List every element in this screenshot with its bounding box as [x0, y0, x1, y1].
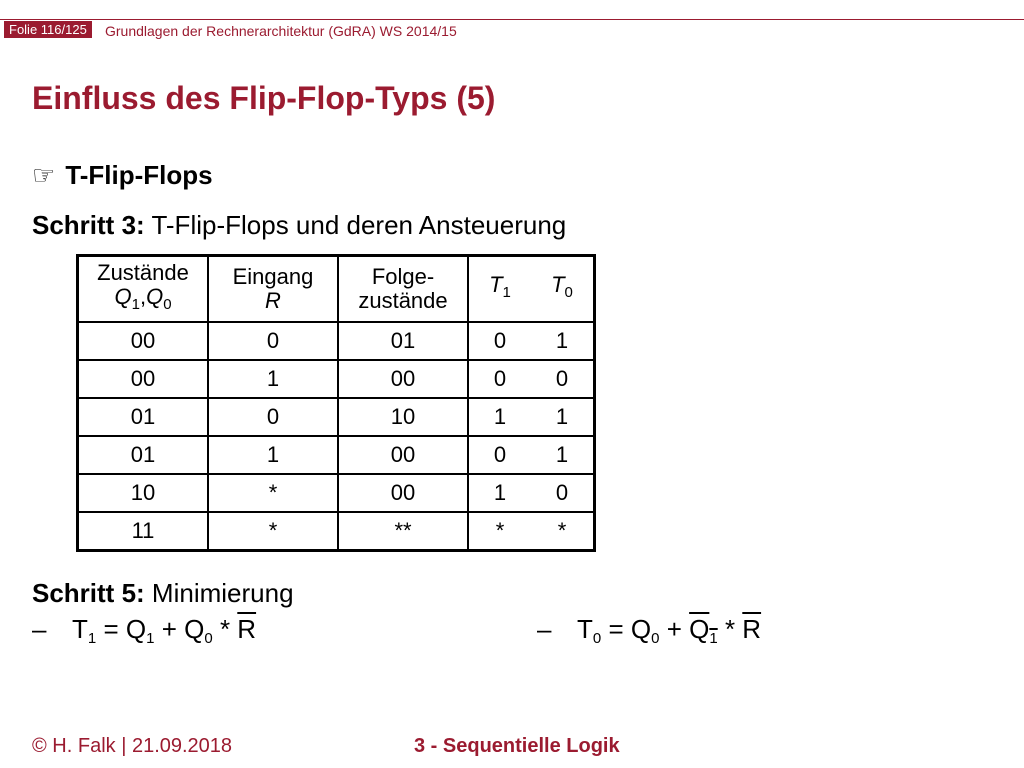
cell-t0: 1 — [531, 398, 595, 436]
cell-t1: 0 — [468, 360, 531, 398]
cell-state: 00 — [78, 360, 209, 398]
cell-input: 1 — [208, 360, 338, 398]
cell-state: 01 — [78, 398, 209, 436]
state-table — [76, 254, 596, 552]
cell-t1: 1 — [468, 474, 531, 512]
footer-author-date: © H. Falk | 21.09.2018 — [32, 735, 233, 757]
cell-state: 11 — [78, 512, 209, 551]
cell-next-state: 00 — [338, 360, 468, 398]
cell-next-state: 00 — [338, 436, 468, 474]
step-5-text: Minimierung — [151, 578, 294, 608]
cell-next-state: 10 — [338, 398, 468, 436]
cell-t0: 1 — [531, 322, 595, 360]
header-input: Eingang R — [208, 256, 338, 323]
cell-t1: 1 — [468, 398, 531, 436]
cell-t1: * — [468, 512, 531, 551]
table-row — [78, 360, 595, 398]
cell-input: 0 — [208, 398, 338, 436]
table-row — [78, 322, 595, 360]
table-row — [78, 436, 595, 474]
cell-input: 0 — [208, 322, 338, 360]
cell-input: * — [208, 512, 338, 551]
r-negated: $\overline{R}$ — [742, 614, 762, 644]
cell-next-state: 00 — [338, 474, 468, 512]
cell-t1: 0 — [468, 322, 531, 360]
bullet-text: T-Flip-Flops — [65, 160, 213, 190]
table-row — [78, 474, 595, 512]
formula-t0: – $T_0 = Q_0 + Q_1 * \overline{R}$ — [537, 614, 762, 647]
header-t1: $T_1$ — [468, 256, 531, 323]
step-5 — [32, 578, 294, 609]
cell-t0: 1 — [531, 436, 595, 474]
dash-bullet: – — [32, 614, 47, 644]
header-states: Zustände $Q_1,Q_0$ — [78, 256, 209, 323]
cell-state: 01 — [78, 436, 209, 474]
formula-t1: – $T_1 = Q_1 + Q_0 * \overline{R}$ — [32, 614, 257, 647]
cell-t0: 0 — [531, 360, 595, 398]
table-row — [78, 512, 595, 551]
table-header-row — [78, 256, 595, 323]
step-5-label: Schritt 5: — [32, 578, 145, 608]
cell-t1: 0 — [468, 436, 531, 474]
step-3 — [32, 210, 566, 241]
cell-t0: 0 — [531, 474, 595, 512]
bullet-t-flip-flops — [32, 160, 213, 191]
q1-negated: $Q_1$ — [689, 614, 718, 647]
dash-bullet: – — [537, 614, 552, 644]
cell-input: 1 — [208, 436, 338, 474]
header-t0: $T_0$ — [531, 256, 595, 323]
step-3-label: Schritt 3: — [32, 210, 145, 240]
footer-chapter: 3 - Sequentielle Logik — [414, 735, 620, 757]
cell-t0: * — [531, 512, 595, 551]
header-rule — [0, 19, 1024, 20]
pointing-hand-icon: ☞ — [32, 160, 56, 190]
cell-state: 00 — [78, 322, 209, 360]
cell-next-state: 01 — [338, 322, 468, 360]
slide-title: Einfluss des Flip-Flop-Typs (5) — [32, 80, 496, 116]
cell-next-state: ** — [338, 512, 468, 551]
cell-input: * — [208, 474, 338, 512]
step-3-text: T-Flip-Flops und deren Ansteuerung — [151, 210, 567, 240]
course-title: Grundlagen der Rechnerarchitektur (GdRA) WS 2014/15 — [105, 23, 457, 39]
table-row — [78, 398, 595, 436]
cell-state: 10 — [78, 474, 209, 512]
header-next-states: Folge- zustände — [338, 256, 468, 323]
slide-number-badge: Folie 116/125 — [4, 21, 92, 38]
r-negated: $\overline{R}$ — [237, 614, 257, 644]
